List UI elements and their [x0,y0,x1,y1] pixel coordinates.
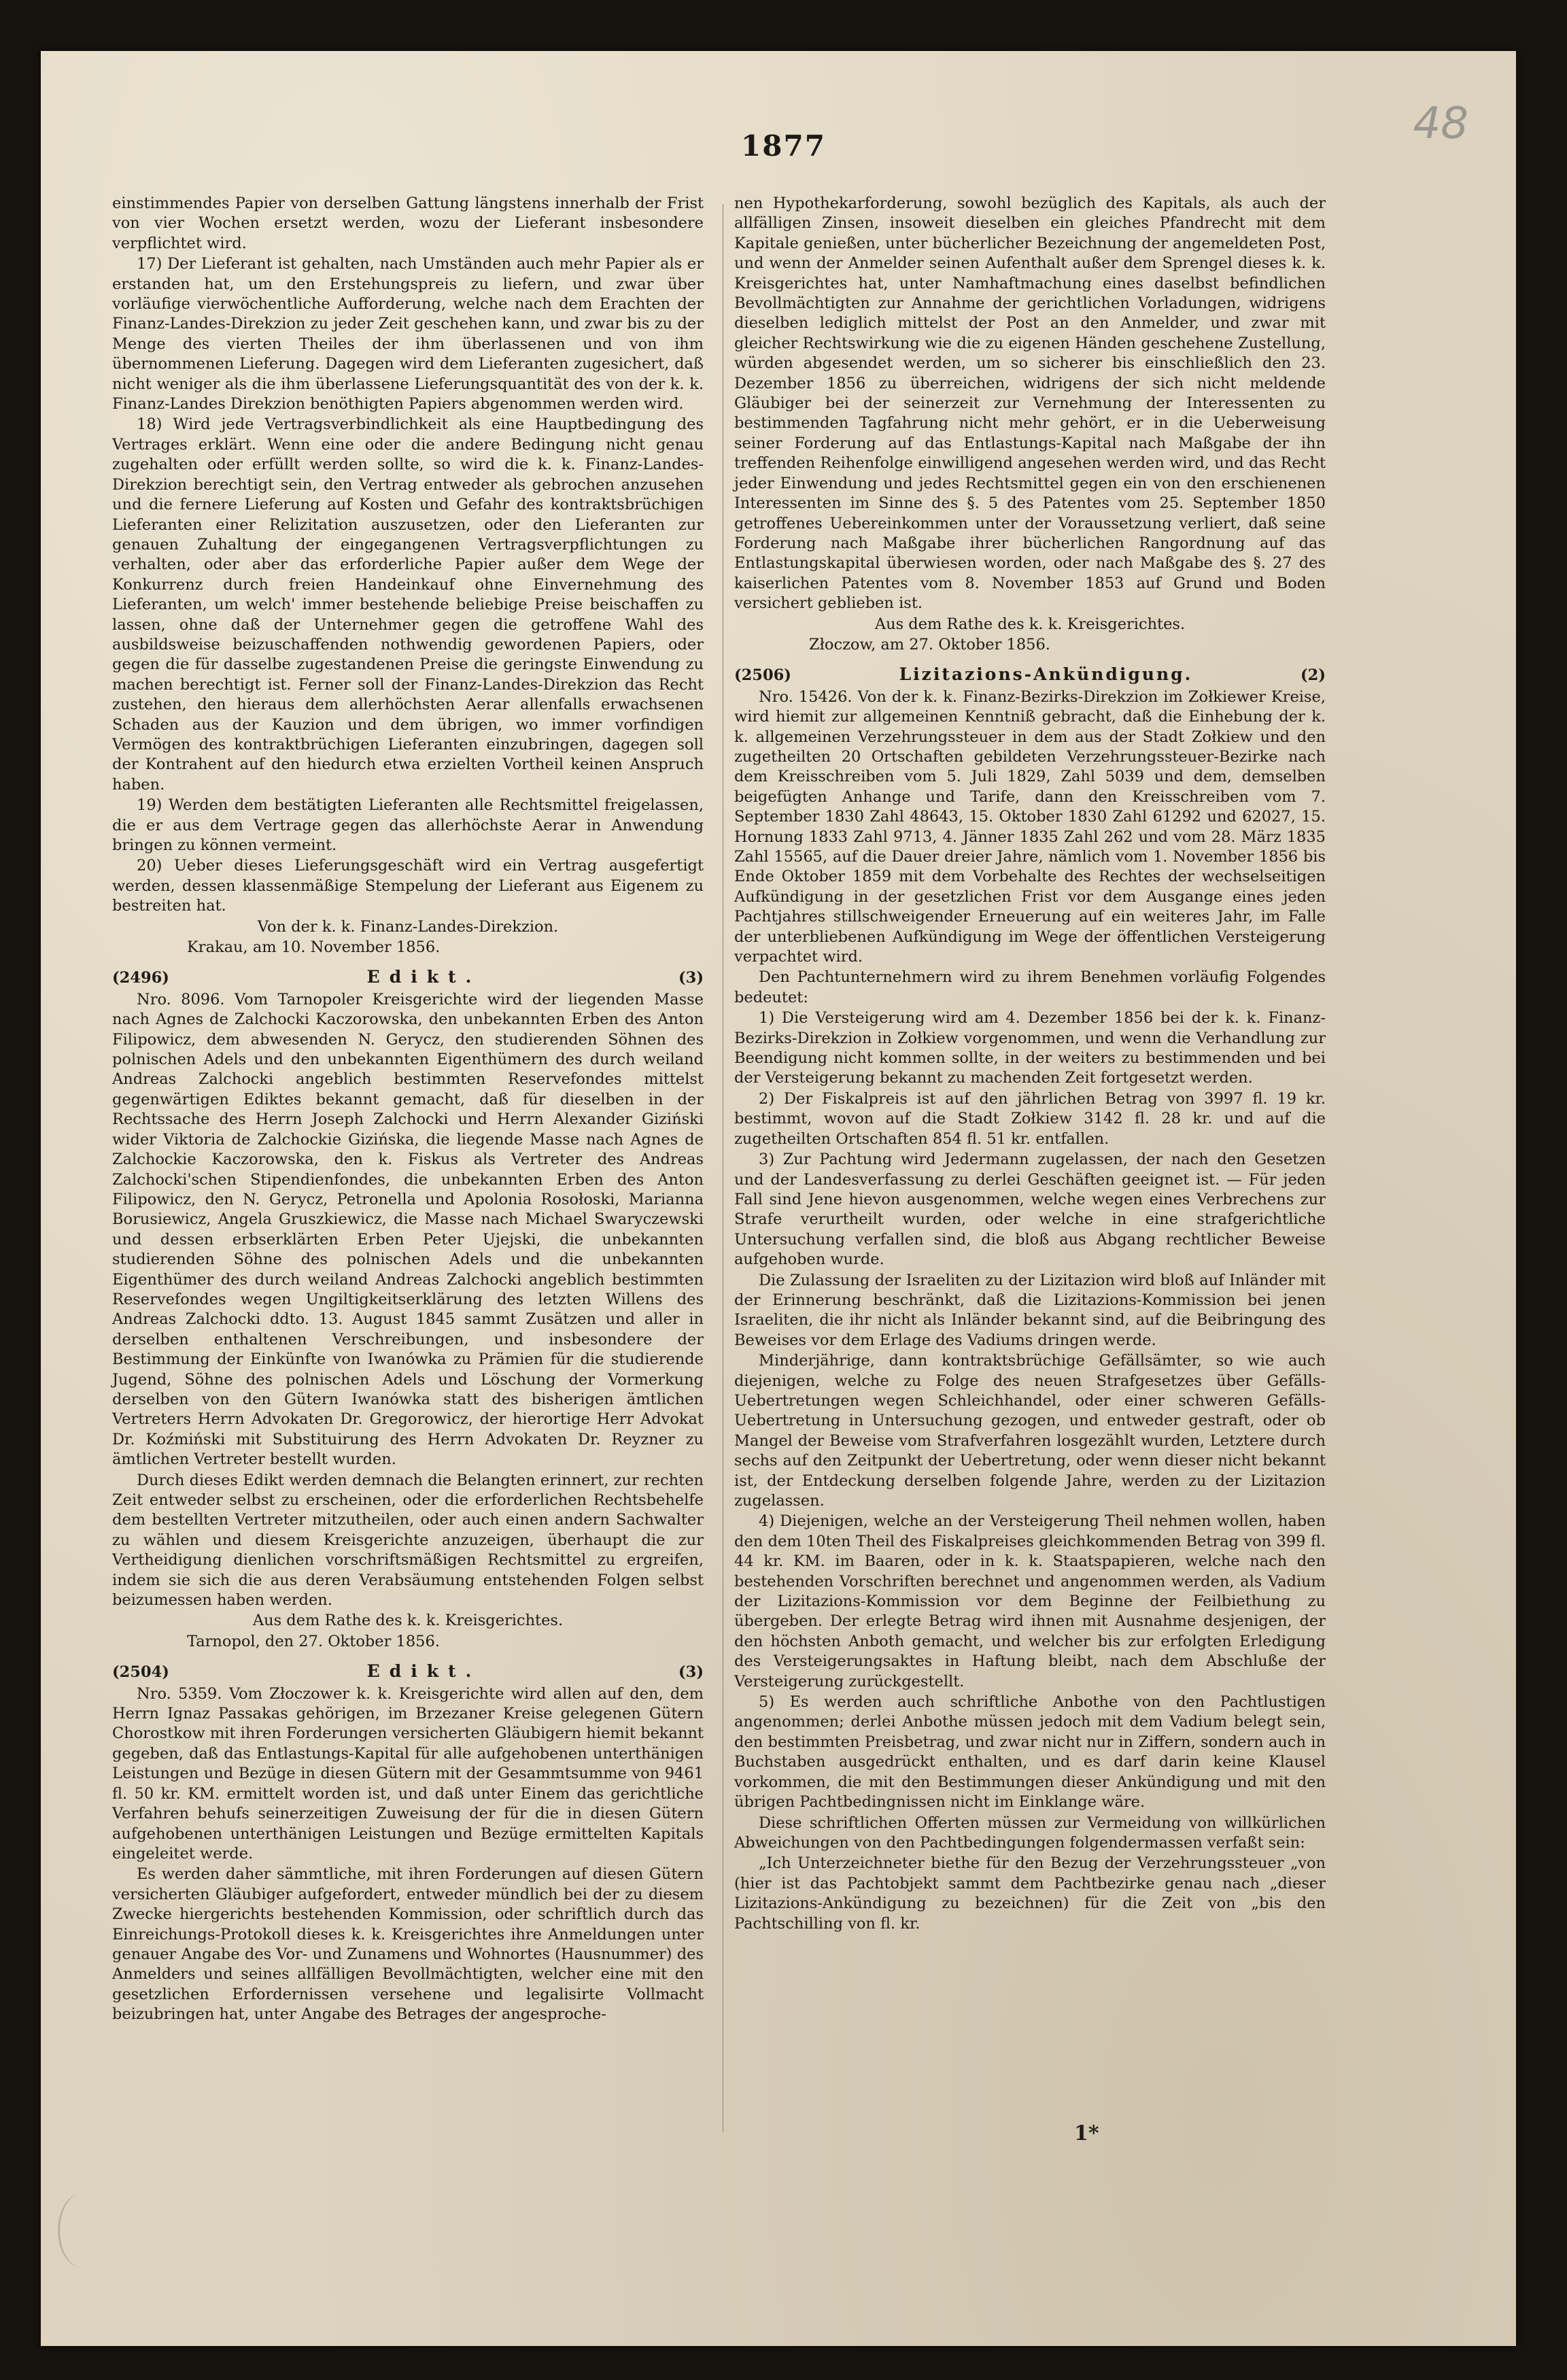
paragraph: 3) Zur Pachtung wird Jedermann zugelassen, der nach den Gesetzen und der Landesverfassung zu derlei Geschäften geeignet ist. — Für jeden Fall sind Jene hievon ausgenommen, welche wegen eines Verbrechens zur Strafe verurtheilt wurden, oder welche in eine strafgerichtliche Untersuchung verfallen sind, die bloß aus Abgang rechtlicher Beweise aufgehoben wurde. [734,1151,1326,1269]
paragraph: 17) Der Lieferant ist gehalten, nach Umständen auch mehr Papier als er erstanden hat, um den Erstehungspreis zu liefern, und zwar über vorläufige vierwöchentliche Aufforderung, welche nach dem Erachten der Finanz-Landes-Direkzion zu jeder Zeit geschehen kann, und zwar bis zu der Menge des vierten Theiles der ihm überlassenen und von ihm übernommenen Lieferung. Dagegen wird dem Lieferanten zugesichert, daß nicht weniger als die ihm überlassene Lieferungsquantität des von der k. k. Finanz-Landes Direkzion benöthigten Papiers abgenommen werden wird. [112,255,704,413]
paragraph: Nro. 15426. Von der k. k. Finanz-Bezirks-Direkzion im Zołkiewer Kreise, wird hiemit zur allgemeinen Kenntniß gebracht, daß die Einhebung der k. k. allgemeinen Verzehrungssteuer in dem aus der Stadt Zołkiew und den zugetheilten 20 Ortschaften gebildeten Verzehrungssteuer-Bezirke nach dem Kreisschreiben vom 5. Juli 1829, Zahl 5039 und dem, demselben beigefügten Anhange und Tarife, dann den Kreisschreiben vom 7. September 1830 Zahl 48643, 15. Oktober 1830 Zahl 61292 und 62027, 15. Hornung 1833 Zahl 9713, 4. Jänner 1835 Zahl 262 und vom 28. März 1835 Zahl 15565, auf die Dauer dreier Jahre, nämlich vom 1. November 1856 bis Ende Oktober 1859 mit dem Vorbehalte des Rechtes der wechselseitigen Aufkündigung in der gesetzlichen Frist vor dem Ausgange eines jeden Pachtjahres stillschweigender Erneuerung auf ein weiteres Jahr, im Falle der unterbliebenen Aufkündigung im Wege der öffentlichen Versteigerung verpachtet wird. [734,687,1326,966]
paragraph: einstimmendes Papier von derselben Gattung längstens innerhalb der Frist von vier Wochen ersetzt werden, wozu der Lieferant insbesondere verpflichtet wird. [112,194,704,252]
place-date: Złoczow, am 27. Oktober 1856. [809,635,1050,653]
notice-header [112,967,704,988]
issuer-signature: Von der k. k. Finanz-Landes-Direkzion. [257,917,559,936]
notice-title: Edikt. [366,1661,481,1682]
notice-header [112,1661,704,1682]
notice-number: (2496) [112,969,169,987]
notice-count: (3) [678,1663,704,1682]
notice-count: (3) [678,969,704,987]
paragraph: nen Hypothekarforderung, sowohl bezüglich des Kapitals, als auch der allfälligen Zinsen, insoweit dieselben ein gleiches Pfandrecht mit dem Kapitale genießen, unter bücherlicher Bezeichnung der angemeldeten Post, und wenn der Anmelder seinen Aufenthalt außer dem Sprengel dieses k. k. Kreisgerichtes hat, unter Namhaftmachung eines daselbst befindlichen Bevollmächtigten zur Annahme der gerichtlichen Vorladungen, widrigens dieselben lediglich mittelst der Post an den Anmelder, und zwar mit gleicher Rechtswirkung wie die zu eigenen Händen geschehene Zustellung, würden abgesendet werden, um so sicherer bis einschließlich den 23. Dezember 1856 zu überreichen, widrigens der sich nicht meldende Gläubiger bei der seinerzeit zur Vernehmung der Interessenten zu bestimmenden Tagfahrung nicht mehr gehört, er in die Ueberweisung seiner Forderung auf das Entlastungs-Kapital nach Maßgabe der ihn treffenden Reihenfolge einwilligend angesehen werden wird, und das Recht jeder Einwendung und jedes Rechtsmittel gegen ein von den erschienenen Interessenten im Sinne des §. 5 des Patentes vom 25. September 1850 getroffenes Uebereinkommen unter der Voraussetzung verliert, daß seine Forderung nach Maßgabe ihrer bücherlichen Rangordnung auf das Entlastungskapital überwiesen worden, oder nach Maßgabe des §. 27 des kaiserlichen Patentes vom 8. November 1853 auf Grund und Boden versichert geblieben ist. [734,194,1326,613]
paragraph: Durch dieses Edikt werden demnach die Belangten erinnert, zur rechten Zeit entweder selbst zu erscheinen, oder die erforderlichen Rechtsbehelfe dem bestellten Vertreter mitzutheilen, oder auch einen andern Sachwalter zu wählen und diesem Kreisgerichte anzuzeigen, überhaupt die zur Vertheidigung dienlichen vorschriftsmäßigen Rechtsmittel zu ergreifen, indem sie sich die aus deren Verabsäumung entstehenden Folgen selbst beizumessen haben werden. [112,1471,704,1610]
paragraph: Diese schriftlichen Offerten müssen zur Vermeidung von willkürlichen Abweichungen von den Pachtbedingungen folgendermassen verfaßt sein: [734,1814,1326,1852]
paragraph: „Ich Unterzeichneter biethe für den Bezug der Verzehrungssteuer „von (hier ist das Pachtobjekt sammt dem Pachtbezirke genau nach „dieser Lizitazions-Ankündigung zu bezeichnen) für die Zeit von „bis den Pachtschilling von fl. kr. [734,1854,1326,1933]
place-date: Krakau, am 10. November 1856. [187,938,441,957]
notice-header [734,664,1326,685]
issuer-signature: Aus dem Rathe des k. k. Kreisgerichtes. [874,615,1186,633]
paragraph: 4) Diejenigen, welche an der Versteigerung Theil nehmen wollen, haben den dem 10ten Theil des Fiskalpreises gleichkommenden Betrag von 399 fl. 44 kr. KM. im Baaren, oder in k. k. Staatspapieren, welche nach den bestehenden Vorschriften berechnet und angenommen werden, als Vadium der Lizitazions-Kommission vor dem Beginne der Feilbiethung zu übergeben. Der erlegte Betrag wird ihnen mit Ausnahme desjenigen, der den höchsten Anboth gemacht, und welcher bis zur erfolgten Erledigung des Versteigerungsaktes in Haftung bleibt, nach dem Abschluße der Versteigerung zurückgestellt. [734,1512,1326,1690]
paragraph: 5) Es werden auch schriftliche Anbothe von den Pachtlustigen angenommen; derlei Anbothe müssen jedoch mit dem Vadium belegt sein, den bestimmten Preisbetrag, und zwar nicht nur in Ziffern, sondern auch in Buchstaben ausgedrückt enthalten, und es darf darin keine Klausel vorkommen, die mit den Bestimmungen dieser Ankündigung und mit den übrigen Pachtbedingnissen nicht im Einklange wäre. [734,1693,1326,1812]
notice-number: (2504) [112,1663,169,1682]
paragraph: 2) Der Fiskalpreis ist auf den jährlichen Betrag von 3997 fl. 19 kr. bestimmt, wovon auf die Stadt Zołkiew 3142 fl. 28 kr. und auf die zugetheilten Ortschaften 854 fl. 51 kr. entfallen. [734,1089,1326,1148]
paragraph: Nro. 8096. Vom Tarnopoler Kreisgerichte wird der liegenden Masse nach Agnes de Zalchocki Kaczorowska, den unbekannten Erben des Anton Filipowicz, dem abwesenden N. Gerycz, den studierenden Söhnen des polnischen Adels und den unbekannten Eigenthümern des durch weiland Andreas Zalchocki angeblich bestimmten Reservefondes mittelst gegenwärtigen Ediktes bekannt gemacht, daß für dieselben in der Rechtssache des Herrn Joseph Zalchocki und Herrn Alexander Giziński wider Viktoria de Zalchockie Gizińska, die liegende Masse nach Agnes de Zalchockie Kaczorowska, den k. Fiskus als Vertreter des Andreas Zalchocki'schen Stipendienfondes, die unbekannten Erben des Anton Filipowicz, den N. Gerycz, Petronella und Apolonia Rosołoski, Marianna Borusiewicz, Angela Gruszkiewicz, die Masse nach Michael Swaryczewski und dessen erbserklärten Erben Peter Ujejski, die unbekannten studierenden Söhne des polnischen Adels und die unbekannten Eigenthümer des durch weiland Andreas Zalchocki angeblich bestimmten Reservefondes wegen Ungiltigkeitserklärung des letzten Willens des Andreas Zalchocki ddto. 13. August 1845 sammt Zusätzen und aller in derselben enthaltenen Verschreibungen, und insbesondere der Bestimmung der Einkünfte von Iwanówka zu Prämien für die studierende Jugend, Söhne des polnischen Adels und Löschung der Vormerkung derselben von den Gütern Iwanówka statt des bisherigen ämtlichen Vertreters Herrn Advokaten Dr. Gregorowicz, der hierortige Herr Advokat Dr. Koźmiński mit Substituirung des Herrn Advokaten Dr. Reyzner zu ämtlichen Vertreter bestellt wurden. [112,990,704,1469]
signature-mark: 1* [1074,2122,1099,2145]
paragraph: Es werden daher sämmtliche, mit ihren Forderungen auf diesen Gütern versicherten Gläubiger aufgefordert, entweder mündlich bei der zu diesem Zwecke hiergerichts bestehenden Kommission, oder schriftlich durch das Einreichungs-Protokoll dieses k. k. Kreisgerichtes ihre Anmeldungen unter genauer Angabe des Vor- und Zunamens und Wohnortes (Hausnummer) des Anmelders und seines allfälligen Bevollmächtigten, welcher eine mit den gesetzlichen Erfordernissen versehene und legalisirte Vollmacht beizubringen hat, unter Angabe des Betrages der angesproche- [112,1865,704,2024]
left-column [112,194,704,2026]
place-date: Tarnopol, den 27. Oktober 1856. [187,1632,440,1650]
notice-title: Lizitazions-Ankündigung. [899,664,1193,685]
issuer-signature: Aus dem Rathe des k. k. Kreisgerichtes. [252,1612,564,1630]
notice-count: (2) [1301,666,1326,685]
page-number: 1877 [741,129,826,163]
notice-title: Edikt. [366,967,481,987]
paragraph: Nro. 5359. Vom Złoczower k. k. Kreisgerichte wird allen auf den, dem Herrn Ignaz Passakas gehörigen, im Brzezaner Kreise gelegenen Gütern Chorostkow mit ihren Forderungen versicherten Gläubigern hiemit bekannt gegeben, daß das Entlastungs-Kapital für alle aufgehobenen unterthänigen Leistungen und Bezüge in diesen Gütern mit der Gesammtsumme von 9461 fl. 50 kr. KM. ermittelt worden ist, und daß unter Einem das gerichtliche Verfahren behufs seinerzeitigen Zuweisung der für die in diesen Gütern aufgehobenen unterthänigen Leistungen und Bezüge ermittelten Kapitals eingeleitet werde. [112,1684,704,1863]
right-column [734,194,1326,1935]
notice-number: (2506) [734,666,791,685]
paragraph: 19) Werden dem bestätigten Lieferanten alle Rechtsmittel freigelassen, die er aus dem Vertrage gegen das allerhöchste Aerar in Anwendung bringen zu können vermeint. [112,796,704,854]
paragraph: Minderjährige, dann kontraktsbrüchige Gefällsämter, so wie auch diejenigen, welche zu Folge des neuen Strafgesetzes über Gefälls-Uebertretungen wegen Schleichhandel, oder einer schweren Gefälls-Uebertretung in Untersuchung gezogen, und entweder gestraft, oder ob Mangel der Beweise vom Strafverfahren losgezählt wurden, Letztere durch sechs auf den Zeitpunkt der Uebertretung, oder wenn dieser nicht bekannt ist, der Entdeckung derselben folgende Jahre, werden zu der Lizitazion zugelassen. [734,1352,1326,1510]
paper-stain [58,2193,107,2268]
paragraph: Die Zulassung der Israeliten zu der Lizitazion wird bloß auf Inländer mit der Erinnerung beschränkt, daß die Lizitazions-Kommission bei jenen Israeliten, die ihr nicht als Inländer bekannt sind, auf die Beibringung des Beweises vor dem Erlage des Vadiums dringen werde. [734,1271,1326,1349]
paragraph: Den Pachtunternehmern wird zu ihrem Benehmen vorläufig Folgendes bedeutet: [734,968,1326,1006]
paragraph: 20) Ueber dieses Lieferungsgeschäft wird ein Vertrag ausgefertigt werden, dessen klassenmäßige Stempelung der Lieferant aus Eigenem zu bestreiten hat. [112,857,704,915]
pencil-page-mark: 48 [1413,99,1468,149]
paragraph: 1) Die Versteigerung wird am 4. Dezember 1856 bei der k. k. Finanz-Bezirks-Direkzion in Zołkiew vorgenommen, und wenn die Verhandlung zur Beendigung nicht kommen sollte, in der weiters zu bestimmenden und bei der Versteigerung bekannt zu machenden Zeit fortgesetzt werden. [734,1009,1326,1087]
paragraph: 18) Wird jede Vertragsverbindlichkeit als eine Hauptbedingung des Vertrages erklärt. Wenn eine oder die andere Bedingung nicht genau zugehalten oder erfüllt werden sollte, so wird die k. k. Finanz-Landes-Direkzion berechtigt sein, den Vertrag entweder als gebrochen anzusehen und die fernere Lieferung auf Kosten und Gefahr des kontraktsbrüchigen Lieferanten einer Relizitation auszusetzen, oder den Lieferanten zur genauen Zuhaltung der eingegangenen Vertragsverpflichtungen zu verhalten, oder aber das erforderliche Papier außer dem Wege der Konkurrenz durch freien Handeinkauf ohne Einvernehmung des Lieferanten, um welch' immer bestehende beliebige Preise beischaffen zu lassen, ohne daß der Unternehmer gegen die getroffene Wahl des ausbildsweise beizuschaffenden nothwendig gewordenen Papiers, oder gegen die für dasselbe zugestandenen Preise die geringste Einwendung zu machen berechtigt ist. Ferner soll der Finanz-Landes-Direkzion das Recht zustehen, den hieraus dem allerhöchsten Aerar allenfalls erwachsenen Schaden aus der Kauzion und dem übrigen, wo immer vorfindigen Vermögen des kontraktbrüchigen Lieferanten einzubringen, dagegen soll der Kontrahent auf den hiedurch etwa erzielten Vortheil keinen Anspruch haben. [112,415,704,794]
